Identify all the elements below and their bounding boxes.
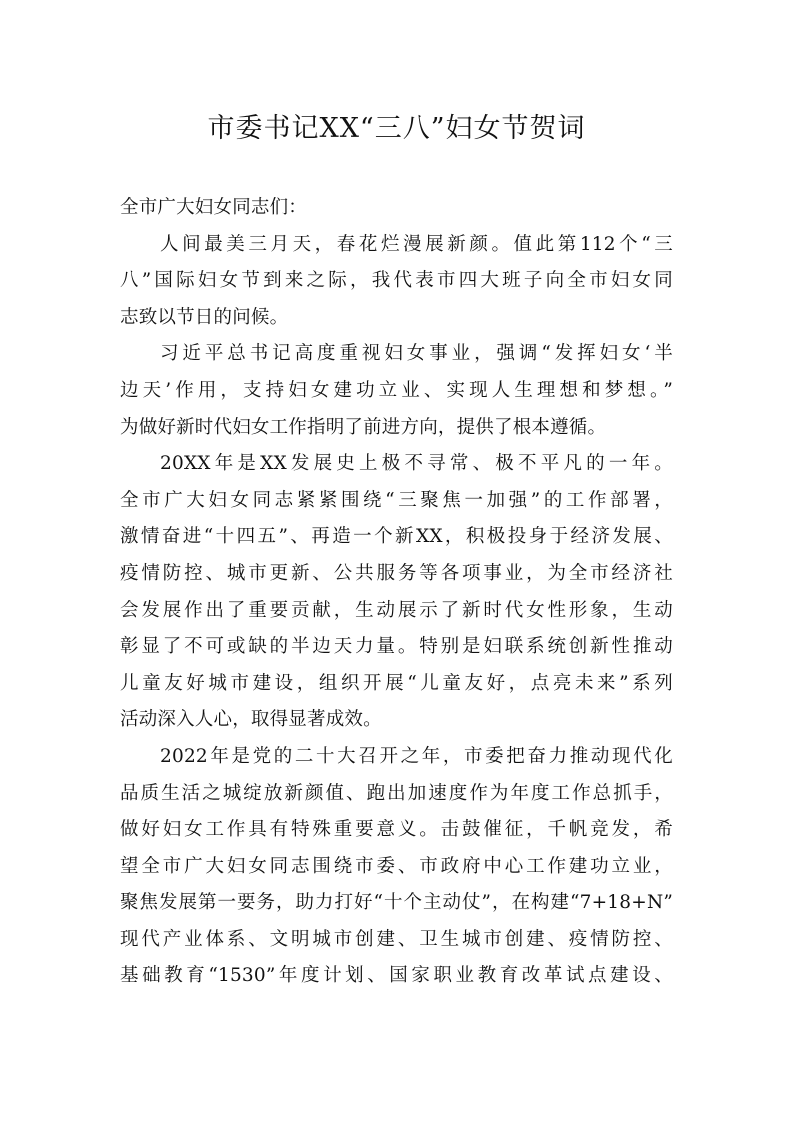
document-body xyxy=(120,190,673,995)
paragraph-4-line-6: 现代产业体系、文明城市创建、卫生城市创建、疫情防控、 xyxy=(120,928,673,950)
paragraph-4-line-7: 基础教育“1530”年度计划、国家职业教育改革试点建设、 xyxy=(120,965,673,987)
paragraph-4-line-2: 品质生活之城绽放新颜值、跑出加速度作为年度工作总抓手， xyxy=(120,782,673,804)
salutation: 全市广大妇女同志们： xyxy=(120,197,308,218)
paragraph-1-line-1: 人间最美三月天，春花烂漫展新颜。值此第112个“三 xyxy=(160,233,673,255)
paragraph-4-line-5: 聚焦发展第一要务，助力打好“十个主动仗”，在构建“7+18+N” xyxy=(120,892,673,914)
paragraph-3-line-6: 彰显了不可或缺的半边天力量。特别是妇联系统创新性推动 xyxy=(120,636,673,658)
paragraph-4-line-4: 望全市广大妇女同志围绕市委、市政府中心工作建功立业， xyxy=(120,855,673,877)
paragraph-3-line-4: 疫情防控、城市更新、公共服务等各项事业，为全市经济社 xyxy=(120,562,673,584)
paragraph-3-line-1: 20XX年是XX发展史上极不寻常、极不平凡的一年。 xyxy=(160,453,673,475)
paragraph-2-line-1: 习近平总书记高度重视妇女事业，强调“发挥妇女‘半 xyxy=(160,343,673,365)
paragraph-2-line-3: 为做好新时代妇女工作指明了前进方向，提供了根本遵循。 xyxy=(120,416,607,438)
paragraph-3-line-5: 会发展作出了重要贡献，生动展示了新时代女性形象，生动 xyxy=(120,599,673,621)
paragraph-2-line-2: 边天’作用，支持妇女建功立业、实现人生理想和梦想。” xyxy=(120,379,673,401)
paragraph-3-line-7: 儿童友好城市建设，组织开展“儿童友好，点亮未来”系列 xyxy=(120,672,673,694)
paragraph-3-line-3: 激情奋进“十四五”、再造一个新XX，积极投身于经济发展、 xyxy=(120,526,673,548)
document-title: 市委书记XX“三八”妇女节贺词 xyxy=(207,113,586,144)
paragraph-3-line-8: 活动深入人心，取得显著成效。 xyxy=(120,709,382,731)
paragraph-3-line-2: 全市广大妇女同志紧紧围绕“三聚焦一加强”的工作部署， xyxy=(120,489,673,511)
paragraph-4-line-3: 做好妇女工作具有特殊重要意义。击鼓催征，千帆竞发，希 xyxy=(120,819,673,841)
paragraph-4-line-1: 2022年是党的二十大召开之年，市委把奋力推动现代化 xyxy=(160,745,673,767)
paragraph-1-line-2: 八”国际妇女节到来之际，我代表市四大班子向全市妇女同 xyxy=(120,270,673,292)
paragraph-1-line-3: 志致以节日的问候。 xyxy=(120,306,289,328)
